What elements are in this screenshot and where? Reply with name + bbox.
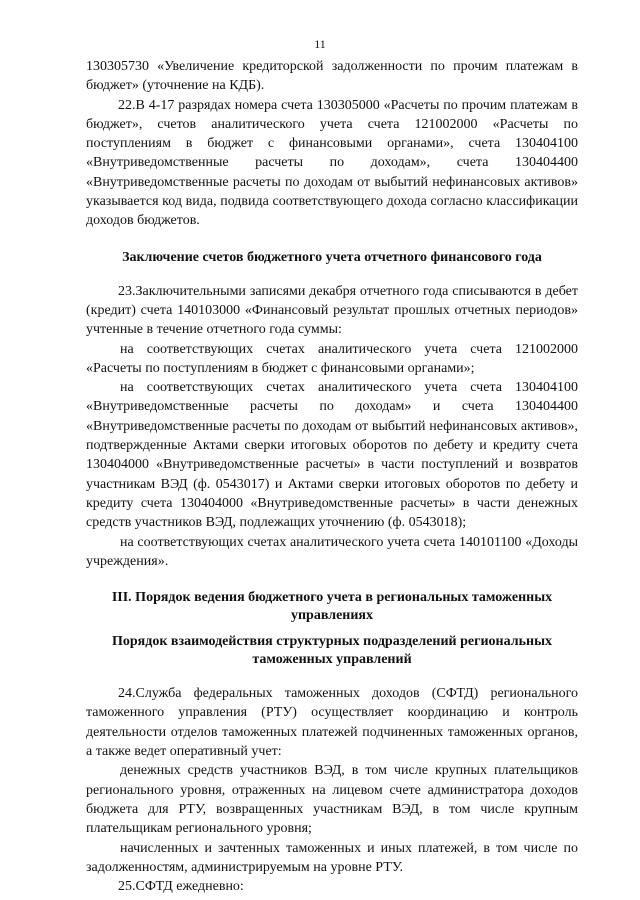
paragraph-funds-participants: денежных средств участников ВЭД, в том числе крупных плательщиков регионального уровня, отраженных на лицевом счете администратора доходов бюджета для РТУ, возвращенных участникам ВЭД, в том числе крупным плательщикам регионального уровня; [86,763,578,837]
paragraph-continuation: 130305730 «Увеличение кредиторской задолженности по прочим платежам в бюджет» (уточнение на КДБ). [86,59,578,94]
section-spacer [86,669,578,684]
paragraph-accrued-payments: начисленных и зачтенных таможенных и иных платежей, в том числе по задолженностям, администрируемым на уровне РТУ. [86,840,578,875]
paragraph-account-140101100: на соответствующих счетах аналитического учета счета 140101100 «Доходы учреждения». [86,534,578,569]
section-spacer [86,625,578,633]
paragraph-item-23: 23.Заключительными записями декабря отчетного года списываются в дебет (кредит) счета 140103000 «Финансовый результат прошлых отчетных периодов» учтенные в течение отчетного года суммы: [86,283,578,338]
document-content [86,57,578,896]
paragraph-item-25: 25.СФТД ежедневно: [118,879,244,895]
paragraph-account-121002000: на соответствующих счетах аналитического учета счета 121002000 «Расчеты по поступлениям в бюджет с финансовыми органами»; [86,341,578,376]
paragraph-item-22: 22.В 4-17 разрядах номера счета 130305000 «Расчеты по прочим платежам в бюджет», счетов аналитического учета счета 121002000 «Расчеты по поступлениям в бюджет с финансовыми органами», счета 130404100 «Внутриведомственные расчеты по доходам», счета 130404400 «Внутриведомственные расчеты по доходам от выбытий нефинансовых активов» указывается код вида, подвида соответствующего дохода согласно классификации доходов бюджетов. [86,97,578,229]
section-spacer [86,571,578,589]
section-spacer [86,267,578,282]
section-heading-account-closing: Заключение счетов бюджетного учета отчетного финансового года [122,249,542,265]
paragraph-intradepartmental-accounts: на соответствующих счетах аналитического учета счета 130404100 «Внутриведомственные расчеты по доходам» и счета 130404400 «Внутриведомственные расчеты по доходам от выбытий нефинансовых активов», подтвержденные Актами сверки итоговых оборотов по дебету и кредиту счета 130404000 «Внутриведомственные расчеты» в части поступлений и возвратов участникам ВЭД (ф. 0543017) и Актами сверки итоговых оборотов по дебету и кредиту счета 130404000 «Внутриведомственные расчеты» в части денежных средств участников ВЭД, подлежащих уточнению (ф. 0543018); [86,380,578,531]
subsection-heading-interaction: Порядок взаимодействия структурных подразделений региональных таможенных управлений [112,634,552,668]
paragraph-item-24: 24.Служба федеральных таможенных доходов (СФТД) регионального таможенного управления (РТУ) осуществляет координацию и контроль деятельности отделов таможенных платежей подчиненных таможенных органов, а также ведет оперативный учет: [86,686,578,760]
section-heading-regional-customs: III. Порядок ведения бюджетного учета в региональных таможенных управлениях [111,590,553,624]
section-spacer [86,231,578,249]
page-number: 11 [314,37,326,51]
